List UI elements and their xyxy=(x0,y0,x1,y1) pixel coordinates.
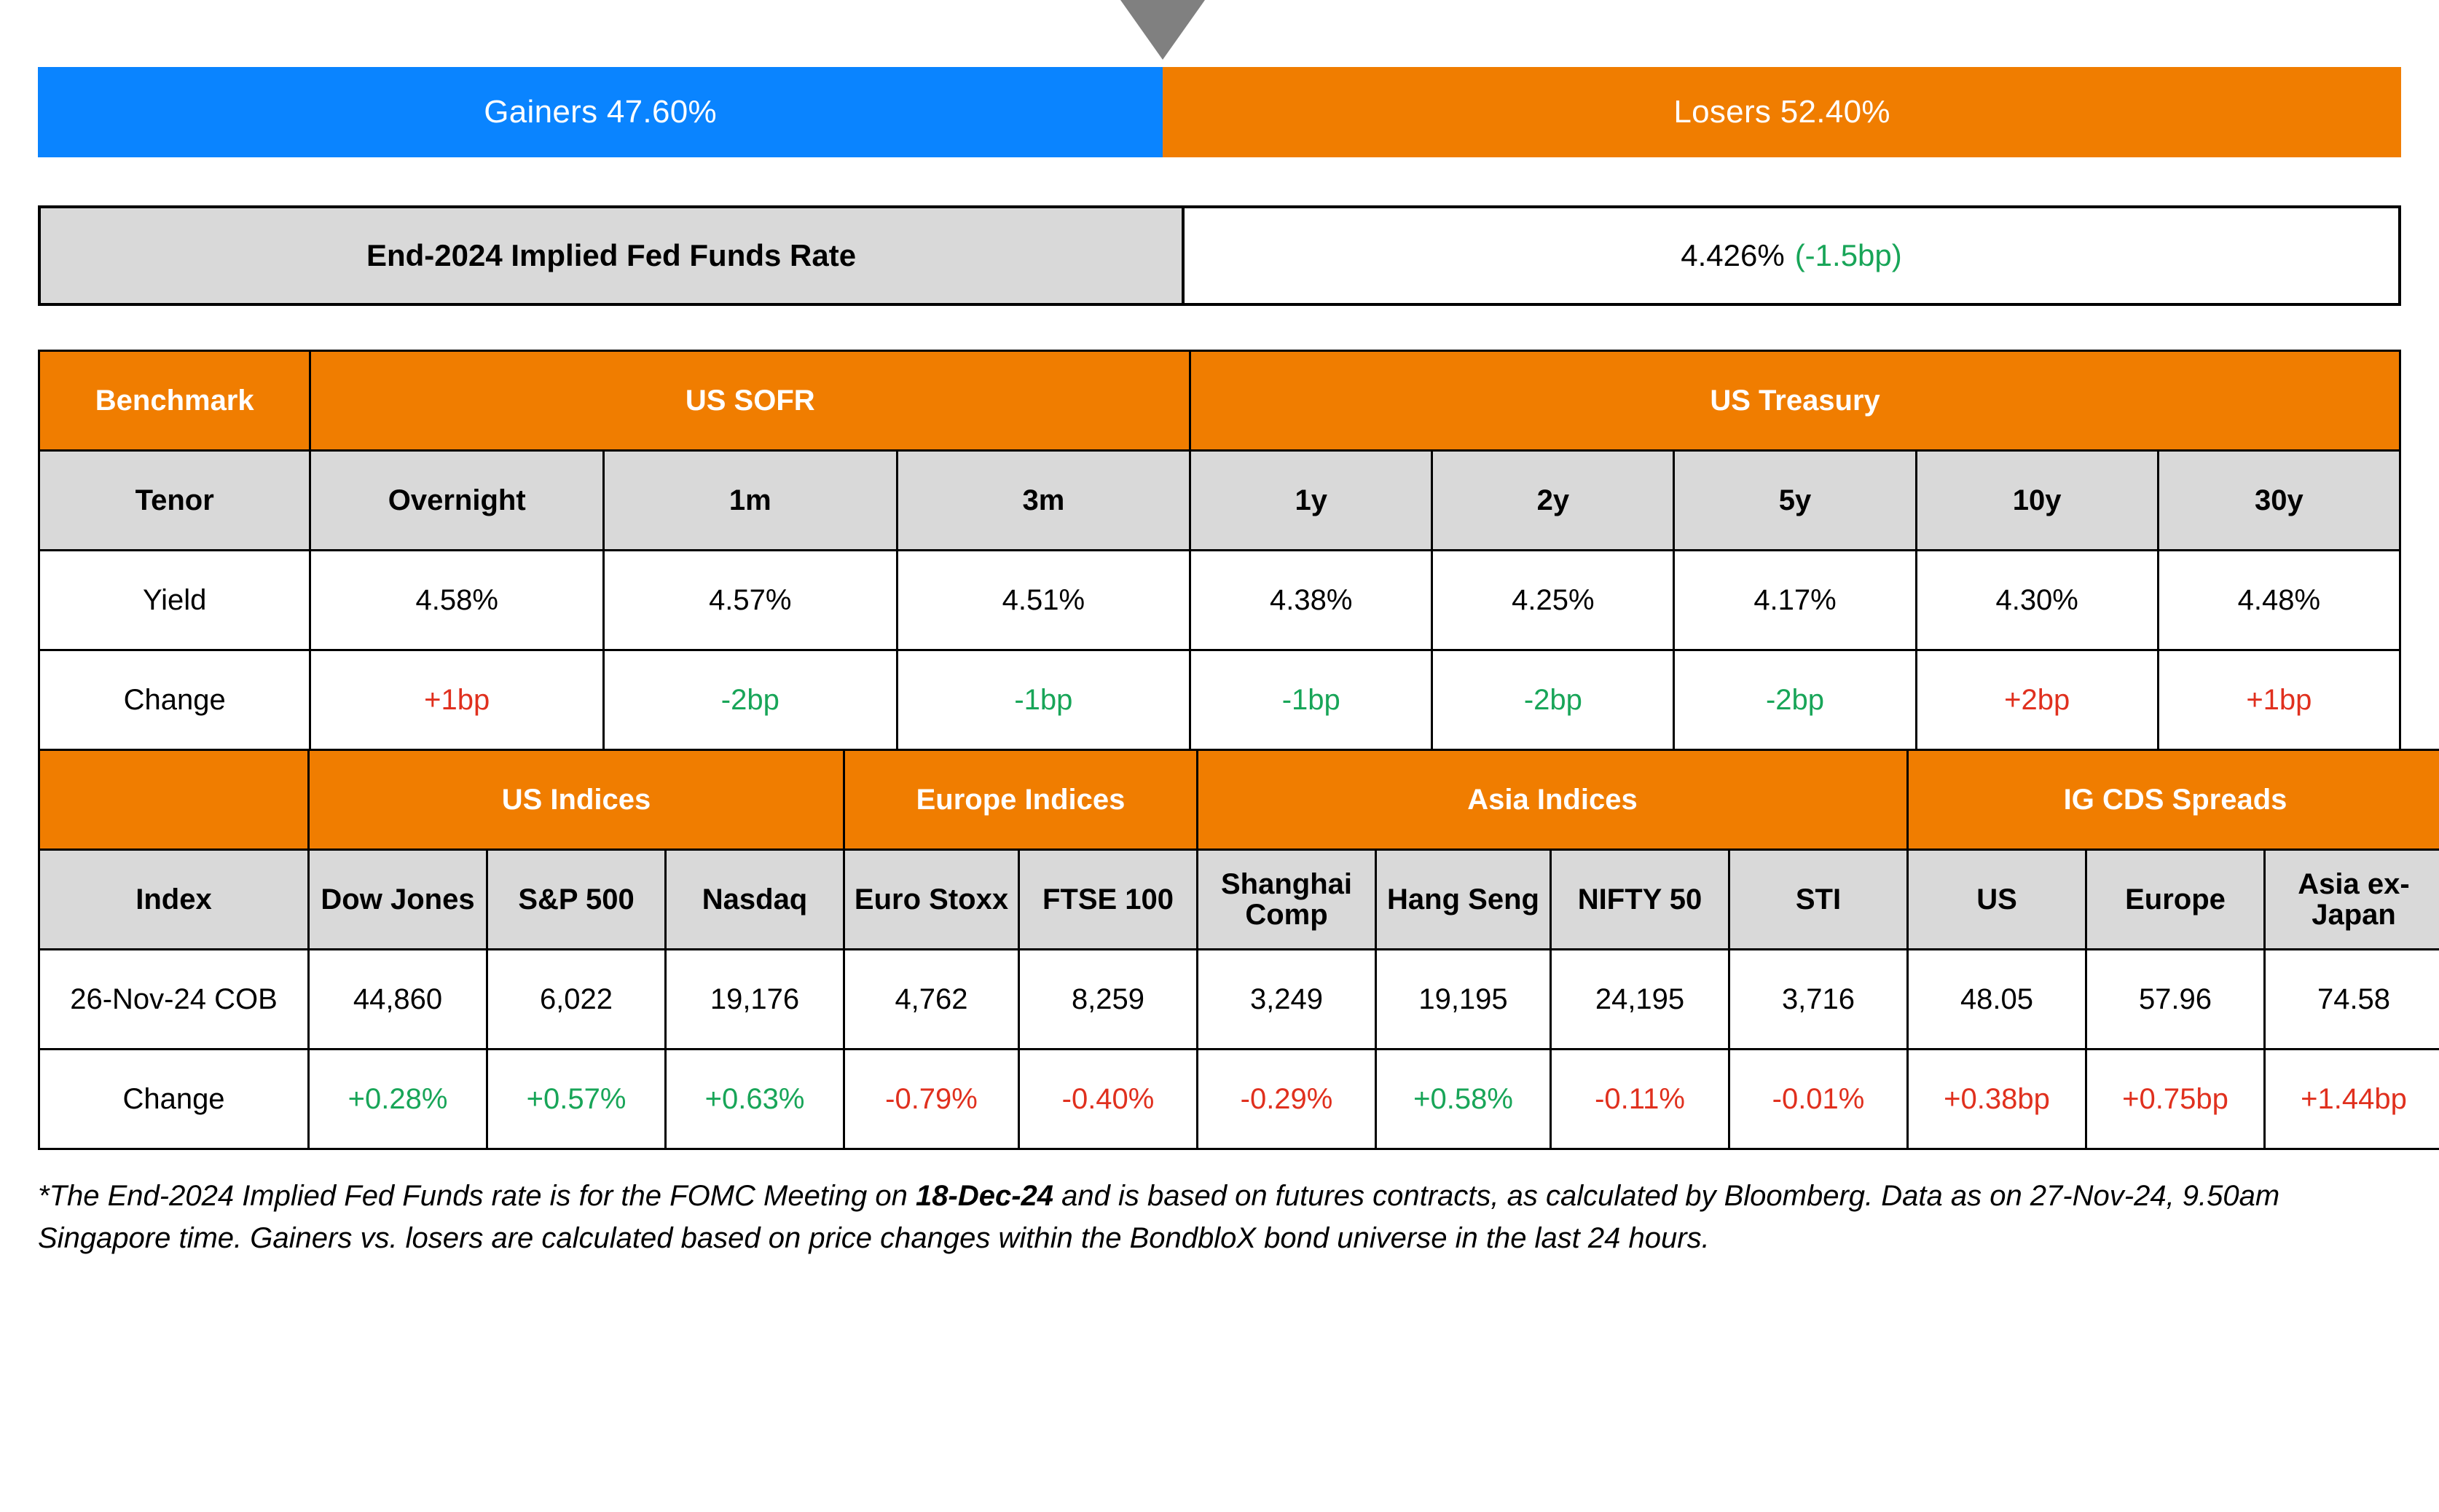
change-dow-jones: +0.28% xyxy=(309,1050,487,1149)
col-cds-europe: Europe xyxy=(2086,850,2265,950)
change-cds-asia-ex-japan: +1.44bp xyxy=(2265,1050,2439,1149)
rates-change-overnight: +1bp xyxy=(310,650,604,750)
fed-funds-value-cell xyxy=(1185,208,2398,303)
cob-euro-stoxx: 4,762 xyxy=(844,950,1019,1050)
col-sp500: S&P 500 xyxy=(487,850,666,950)
rates-change-10y: +2bp xyxy=(1916,650,2158,750)
rates-change-row xyxy=(39,650,2400,750)
rates-change-2y: -2bp xyxy=(1432,650,1674,750)
losers-segment: Losers 52.40% xyxy=(1163,67,2401,157)
rates-change-3m: -1bp xyxy=(897,650,1190,750)
col-dow-jones: Dow Jones xyxy=(309,850,487,950)
indices-group-header-row xyxy=(39,750,2439,850)
benchmark-rates-table xyxy=(38,350,2401,751)
rates-change-30y: +1bp xyxy=(2158,650,2400,750)
tenor-30y: 30y xyxy=(2158,451,2400,551)
col-euro-stoxx: Euro Stoxx xyxy=(844,850,1019,950)
cob-dow-jones: 44,860 xyxy=(309,950,487,1050)
rates-group-header-row xyxy=(39,351,2400,451)
market-summary-page xyxy=(0,67,2439,1512)
change-hang-seng: +0.58% xyxy=(1376,1050,1551,1149)
fed-funds-change: (-1.5bp) xyxy=(1795,238,1902,273)
col-nasdaq: Nasdaq xyxy=(666,850,844,950)
change-shanghai-comp: -0.29% xyxy=(1198,1050,1376,1149)
tenor-1y: 1y xyxy=(1190,451,1432,551)
col-hang-seng: Hang Seng xyxy=(1376,850,1551,950)
cob-cds-europe: 57.96 xyxy=(2086,950,2265,1050)
cob-nasdaq: 19,176 xyxy=(666,950,844,1050)
fed-funds-row xyxy=(38,205,2401,306)
indices-change-row xyxy=(39,1050,2439,1149)
tenor-5y: 5y xyxy=(1674,451,1916,551)
change-cds-us: +0.38bp xyxy=(1908,1050,2086,1149)
change-nifty-50: -0.11% xyxy=(1551,1050,1729,1149)
indices-group-ig-cds: IG CDS Spreads xyxy=(1908,750,2439,850)
indices-group-europe: Europe Indices xyxy=(844,750,1198,850)
yield-1m: 4.57% xyxy=(603,551,897,650)
change-euro-stoxx: -0.79% xyxy=(844,1050,1019,1149)
tenor-10y: 10y xyxy=(1916,451,2158,551)
cob-label: 26-Nov-24 COB xyxy=(39,950,309,1050)
cob-hang-seng: 19,195 xyxy=(1376,950,1551,1050)
col-nifty-50: NIFTY 50 xyxy=(1551,850,1729,950)
cob-sp500: 6,022 xyxy=(487,950,666,1050)
tenor-overnight: Overnight xyxy=(310,451,604,551)
rates-group-benchmark: Benchmark xyxy=(39,351,310,451)
gainers-segment: Gainers 47.60% xyxy=(38,67,1163,157)
cob-sti: 3,716 xyxy=(1729,950,1908,1050)
yield-5y: 4.17% xyxy=(1674,551,1916,650)
tenor-header: Tenor xyxy=(39,451,310,551)
footnote-part1: *The End-2024 Implied Fed Funds rate is for the FOMC Meeting on xyxy=(38,1180,916,1212)
col-ftse-100: FTSE 100 xyxy=(1019,850,1198,950)
rates-group-us-sofr: US SOFR xyxy=(310,351,1190,451)
rates-change-1y: -1bp xyxy=(1190,650,1432,750)
indices-table xyxy=(38,749,2439,1150)
tenor-3m: 3m xyxy=(897,451,1190,551)
change-ftse-100: -0.40% xyxy=(1019,1050,1198,1149)
change-sp500: +0.57% xyxy=(487,1050,666,1149)
cob-shanghai-comp: 3,249 xyxy=(1198,950,1376,1050)
rates-change-label: Change xyxy=(39,650,310,750)
change-sti: -0.01% xyxy=(1729,1050,1908,1149)
tenor-1m: 1m xyxy=(603,451,897,551)
rates-tenor-row xyxy=(39,451,2400,551)
sentiment-pointer-icon xyxy=(1120,0,1205,60)
col-sti: STI xyxy=(1729,850,1908,950)
cob-cds-asia-ex-japan: 74.58 xyxy=(2265,950,2439,1050)
col-shanghai-comp: Shanghai Comp xyxy=(1198,850,1376,950)
yield-30y: 4.48% xyxy=(2158,551,2400,650)
yield-label: Yield xyxy=(39,551,310,650)
indices-cob-row xyxy=(39,950,2439,1050)
gainers-losers-bar xyxy=(38,67,2401,157)
rates-change-1m: -2bp xyxy=(603,650,897,750)
footnote-part2: and is based on futures contracts, as calculated by Bloomberg. Data as on 27-Nov-24, 9.50am Singapore time. Gainers vs. losers are calculated based on price changes within the BondbloX bond universe in the last 24 hours. xyxy=(38,1180,2279,1254)
indices-column-header-row xyxy=(39,850,2439,950)
rates-group-us-treasury: US Treasury xyxy=(1190,351,2400,451)
change-nasdaq: +0.63% xyxy=(666,1050,844,1149)
rates-change-5y: -2bp xyxy=(1674,650,1916,750)
yield-10y: 4.30% xyxy=(1916,551,2158,650)
yield-1y: 4.38% xyxy=(1190,551,1432,650)
indices-group-asia: Asia Indices xyxy=(1198,750,1908,850)
gainers-losers-section xyxy=(38,67,2401,157)
col-cds-us: US xyxy=(1908,850,2086,950)
cob-cds-us: 48.05 xyxy=(1908,950,2086,1050)
indices-group-blank xyxy=(39,750,309,850)
footnote xyxy=(38,1175,2401,1259)
cob-nifty-50: 24,195 xyxy=(1551,950,1729,1050)
yield-overnight: 4.58% xyxy=(310,551,604,650)
yield-3m: 4.51% xyxy=(897,551,1190,650)
footnote-bold-date: 18-Dec-24 xyxy=(916,1180,1053,1212)
rates-yield-row xyxy=(39,551,2400,650)
cob-ftse-100: 8,259 xyxy=(1019,950,1198,1050)
index-header: Index xyxy=(39,850,309,950)
fed-funds-value: 4.426% xyxy=(1681,238,1784,273)
tenor-2y: 2y xyxy=(1432,451,1674,551)
indices-change-label: Change xyxy=(39,1050,309,1149)
indices-group-us: US Indices xyxy=(309,750,844,850)
col-cds-asia-ex-japan: Asia ex-Japan xyxy=(2265,850,2439,950)
fed-funds-label: End-2024 Implied Fed Funds Rate xyxy=(41,208,1185,303)
yield-2y: 4.25% xyxy=(1432,551,1674,650)
change-cds-europe: +0.75bp xyxy=(2086,1050,2265,1149)
